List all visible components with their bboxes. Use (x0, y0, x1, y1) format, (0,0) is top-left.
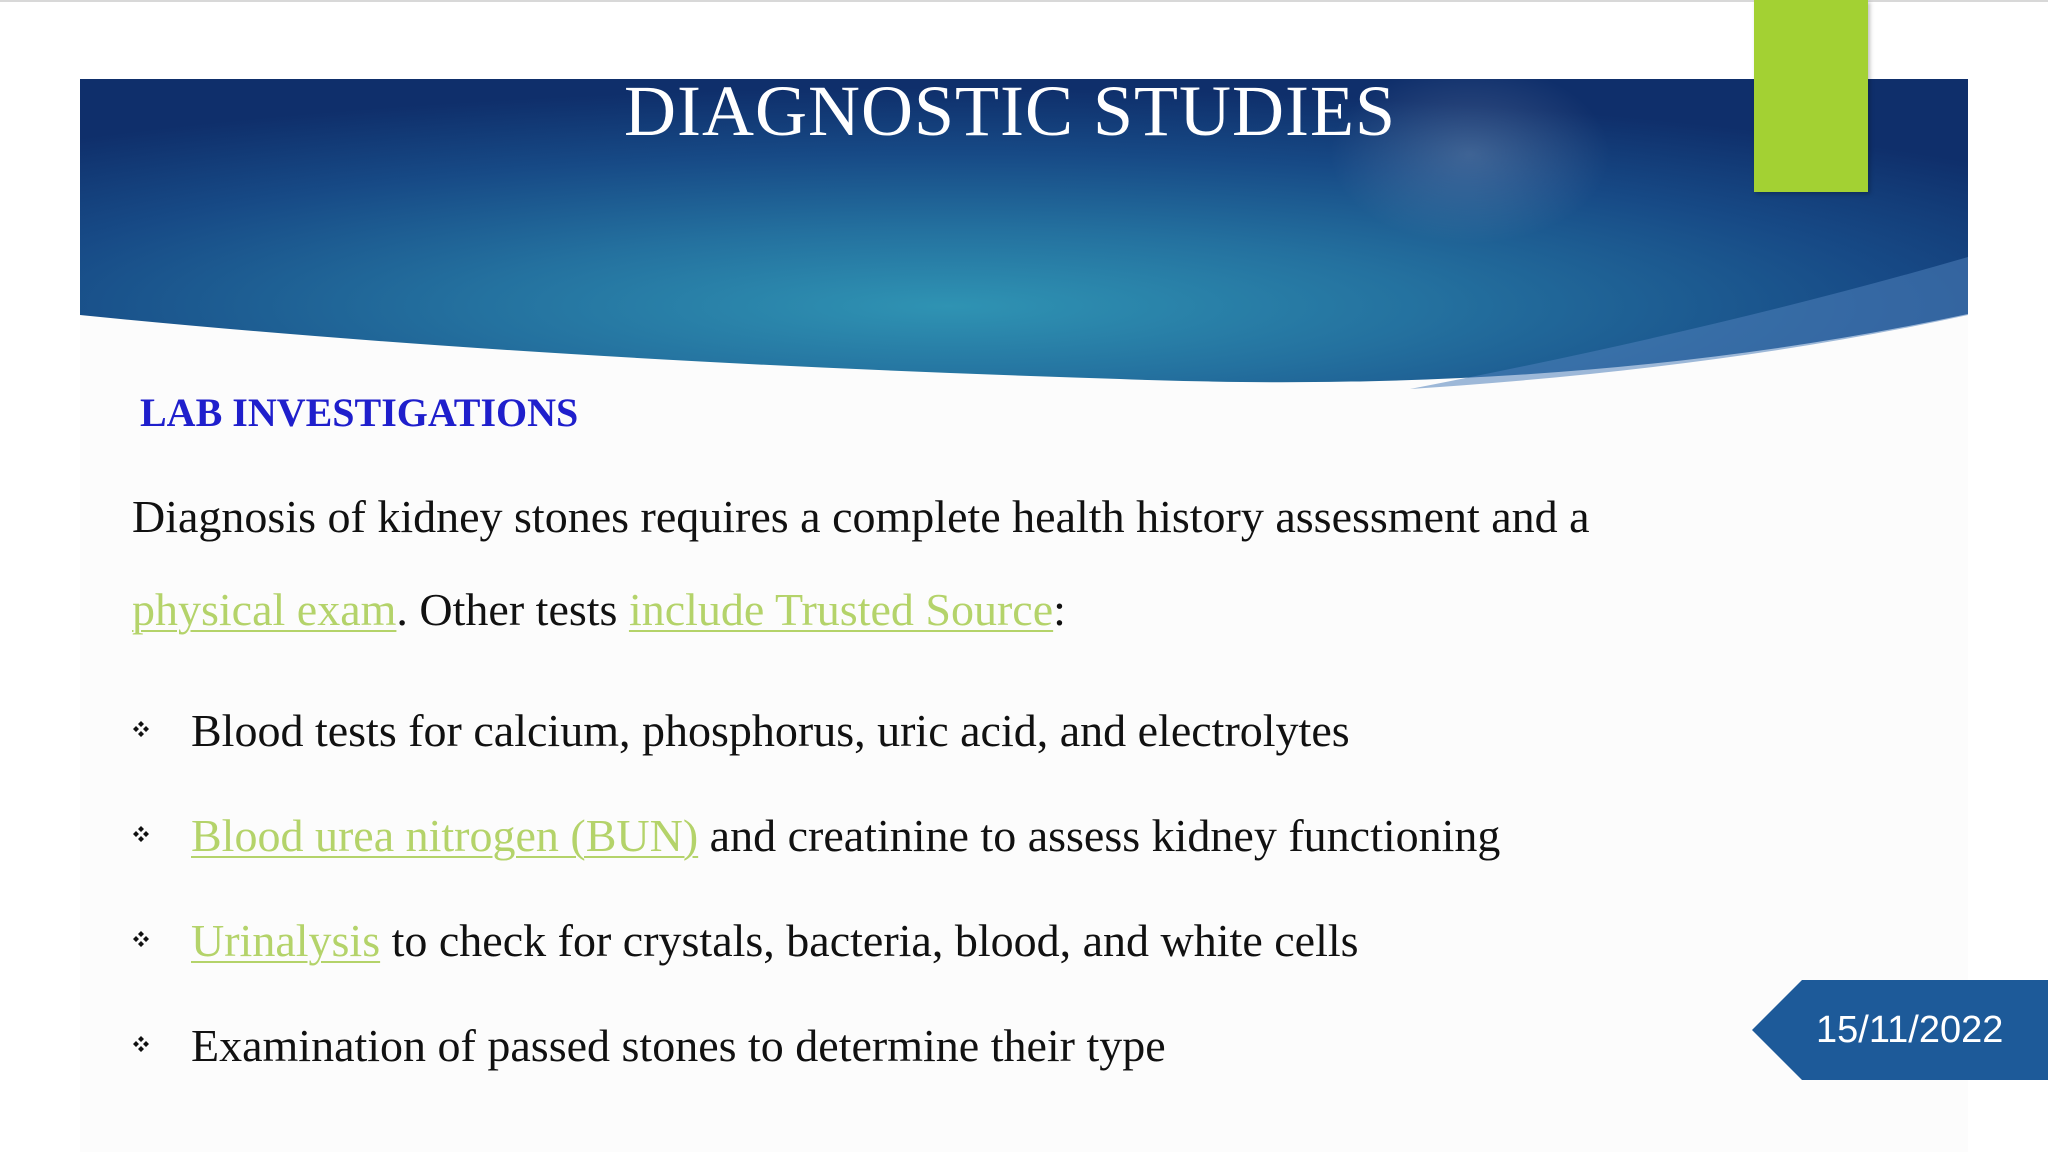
slide-title: DIAGNOSTIC STUDIES (624, 71, 1396, 151)
list-item-content (191, 904, 1359, 978)
list-item-urinalysis (132, 904, 1732, 1009)
intro-text-1: Diagnosis of kidney stones requires a complete health history assessment and a (132, 491, 1590, 542)
trusted-source-link[interactable]: include Trusted Source (628, 584, 1054, 635)
diamond-cluster-bullet-icon (132, 930, 150, 948)
test-list (132, 694, 1732, 1114)
list-item-text: Examination of passed stones to determine their type (191, 1020, 1166, 1071)
diamond-cluster-bullet-icon (132, 825, 150, 843)
list-item-text: to check for crystals, bacteria, blood, and white cells (380, 915, 1359, 966)
urinalysis-link[interactable]: Urinalysis (191, 915, 381, 966)
intro-paragraph (132, 470, 1692, 656)
list-item-content (191, 799, 1500, 873)
intro-text-2: . Other tests (396, 584, 629, 635)
physical-exam-link[interactable]: physical exam (132, 584, 397, 635)
list-item-bun (132, 799, 1732, 904)
diamond-cluster-bullet-icon (132, 1035, 150, 1053)
section-heading: LAB INVESTIGATIONS (140, 390, 579, 435)
viewer-top-border (0, 0, 2048, 2)
list-item-text: and creatinine to assess kidney functioning (698, 810, 1501, 861)
list-item-stone-examination (132, 1009, 1732, 1114)
intro-text-3: : (1053, 584, 1066, 635)
bun-link[interactable]: Blood urea nitrogen (BUN) (191, 810, 699, 861)
list-item-blood-tests (132, 694, 1732, 799)
list-item-text: Blood tests for calcium, phosphorus, uric acid, and electrolytes (191, 705, 1350, 756)
diamond-cluster-bullet-icon (132, 720, 150, 738)
slide-date: 15/11/2022 (1816, 1009, 2004, 1051)
accent-tab (1754, 0, 1868, 192)
